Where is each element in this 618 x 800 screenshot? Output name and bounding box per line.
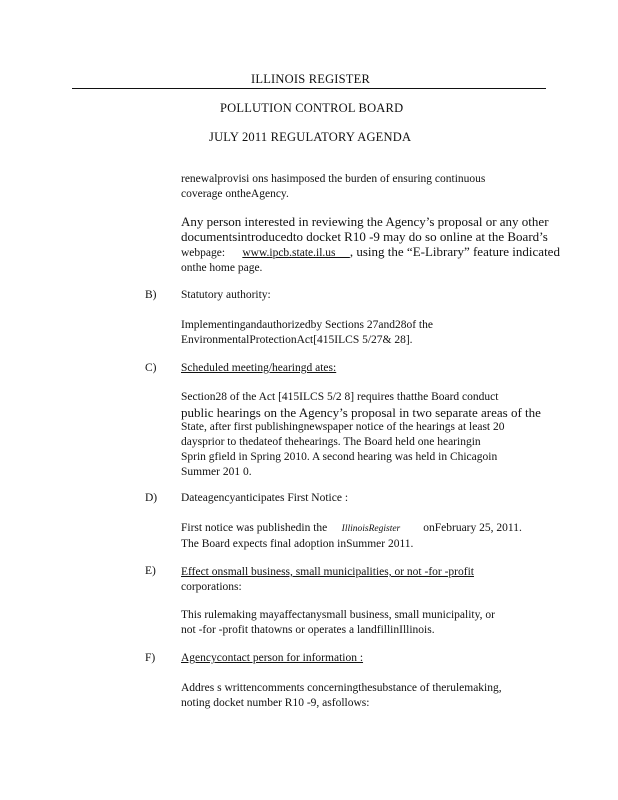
section-d-heading: Dateagencyanticipates First Notice : bbox=[181, 492, 349, 504]
section-e-heading bbox=[181, 565, 474, 595]
register-title: ILLINOIS REGISTER bbox=[251, 72, 371, 86]
text-line: Any person interested in reviewing the Agency’s proposal or any other bbox=[181, 214, 549, 229]
section-e-text bbox=[181, 608, 538, 638]
section-f-text bbox=[181, 681, 538, 711]
first-notice-text: First notice was publishedin the bbox=[181, 522, 328, 534]
text-line: Summer 201 0. bbox=[181, 466, 252, 478]
text-line: documentsintroducedto docket R10 -9 may do so online at the Board’s bbox=[181, 229, 548, 244]
text-line bbox=[181, 521, 538, 537]
agenda-title: JULY 2011 REGULATORY AGENDA bbox=[209, 130, 412, 144]
text-line: Addres s writtencomments concerningthesubstance of therulemaking, bbox=[181, 682, 502, 694]
illinois-register-title: IllinoisRegister bbox=[341, 524, 401, 534]
text-line: Section28 of the Act [415ILCS 5/2 8] requires thatthe Board conduct bbox=[181, 391, 499, 403]
section-f-label: F) bbox=[145, 652, 156, 664]
webpage-instructions: , using the “E-Library” feature indicated bbox=[349, 244, 560, 259]
section-b-text bbox=[181, 318, 538, 348]
header-divider bbox=[72, 88, 546, 89]
text-line: Sprin gfield in Spring 2010. A second hearing was held in Chicagoin bbox=[181, 451, 498, 463]
intro-paragraph-2 bbox=[181, 214, 560, 276]
section-b-heading: Statutory authority: bbox=[181, 289, 271, 301]
intro-paragraph-1 bbox=[181, 172, 538, 202]
section-c-text bbox=[181, 390, 541, 480]
board-title: POLLUTION CONTROL BOARD bbox=[220, 101, 404, 115]
board-website-link[interactable]: www.ipcb.state.il.us bbox=[242, 247, 336, 259]
webpage-label: webpage: bbox=[181, 247, 226, 259]
first-notice-date: onFebruary 25, 2011. bbox=[423, 522, 522, 534]
text-line: renewalprovisi ons hasimposed the burden of ensuring continuous bbox=[181, 173, 486, 185]
section-c-label: C) bbox=[145, 362, 157, 374]
section-c-heading: Scheduled meeting/hearingd ates: bbox=[181, 362, 337, 374]
text-line: Implementingandauthorizedby Sections 27and28of the bbox=[181, 319, 433, 331]
text-line: The Board expects final adoption inSummer 2011. bbox=[181, 538, 414, 550]
section-d-label: D) bbox=[145, 492, 158, 504]
text-line: daysprior to thedateof thehearings. The Board held one hearingin bbox=[181, 436, 481, 448]
text-line bbox=[181, 244, 560, 261]
text-line: public hearings on the Agency’s proposal in two separate areas of the bbox=[181, 405, 541, 420]
section-d-text bbox=[181, 521, 538, 552]
section-e-label: E) bbox=[145, 565, 156, 577]
text-line: not -for -profit thatowns or operates a landfillinIllinois. bbox=[181, 624, 435, 636]
heading-line: Effect onsmall business, small municipalities, or not -for -profit bbox=[181, 566, 474, 578]
text-line: This rulemaking mayaffectanysmall business, small municipality, or bbox=[181, 609, 495, 621]
text-line: onthe home page. bbox=[181, 262, 263, 274]
text-line: coverage ontheAgency. bbox=[181, 188, 289, 200]
text-line: noting docket number R10 -9, asfollows: bbox=[181, 697, 370, 709]
text-line: EnvironmentalProtectionAct[415ILCS 5/27& 28]. bbox=[181, 334, 413, 346]
section-f-heading: Agencycontact person for information : bbox=[181, 652, 364, 664]
section-b-label: B) bbox=[145, 289, 157, 301]
text-line: State, after first publishingnewspaper notice of the hearings at least 20 bbox=[181, 421, 505, 433]
heading-line: corporations: bbox=[181, 581, 242, 593]
